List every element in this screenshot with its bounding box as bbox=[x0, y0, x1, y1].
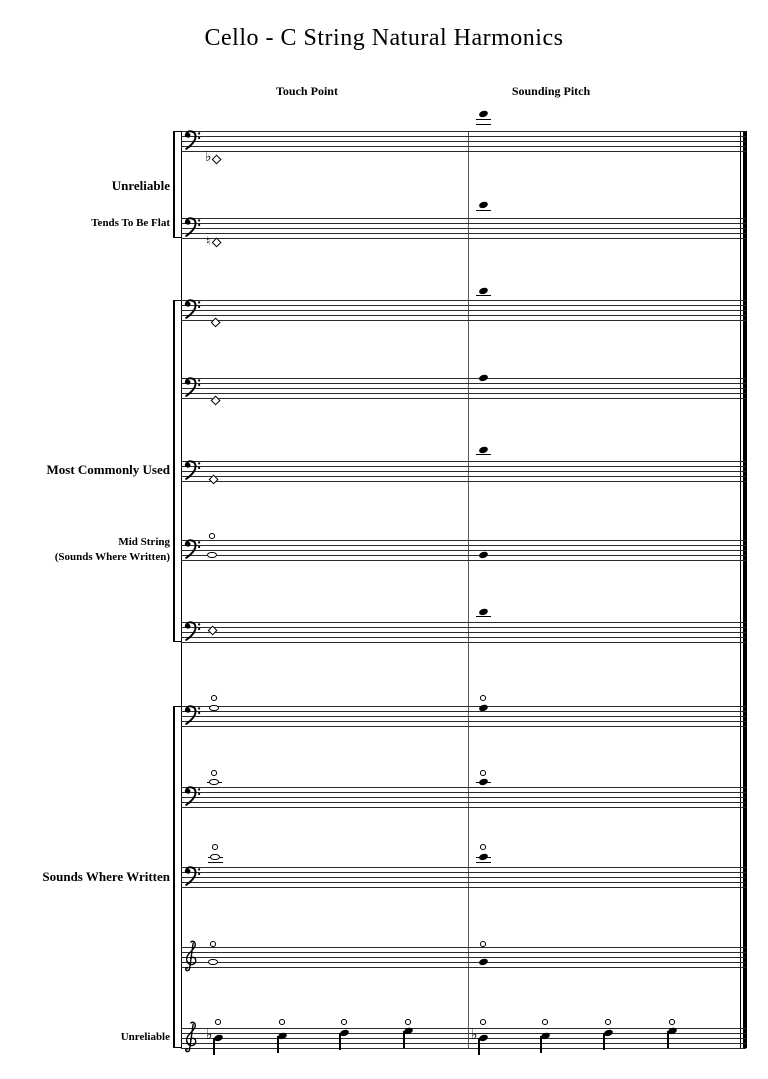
staff-line bbox=[181, 877, 746, 878]
row-label: Tends To Be Flat bbox=[91, 217, 170, 230]
staff-line bbox=[181, 218, 746, 219]
final-barline-thin bbox=[740, 131, 741, 1048]
ledger-line bbox=[476, 119, 491, 120]
ledger-line bbox=[476, 616, 491, 617]
note-stem bbox=[603, 1033, 604, 1050]
staff-line bbox=[181, 151, 746, 152]
row-label: Unreliable bbox=[111, 177, 170, 193]
bass-clef-icon bbox=[184, 377, 201, 403]
staff-line bbox=[181, 711, 746, 712]
column-divider bbox=[468, 131, 469, 1048]
staff-line bbox=[181, 398, 746, 399]
note-head-filled bbox=[478, 201, 488, 209]
note-head-filled bbox=[478, 374, 488, 382]
bass-clef-icon bbox=[184, 299, 201, 325]
accidental-natural-icon: ♮ bbox=[206, 234, 211, 248]
staff-line bbox=[181, 481, 746, 482]
bass-clef-icon bbox=[184, 786, 201, 812]
staff-line bbox=[181, 300, 746, 301]
harmonic-circle-icon bbox=[480, 770, 486, 776]
harmonic-circle-icon bbox=[211, 770, 217, 776]
staff-line bbox=[181, 1038, 746, 1039]
staff-line bbox=[181, 305, 746, 306]
note-head-filled bbox=[478, 287, 488, 295]
treble-clef-icon bbox=[183, 1020, 198, 1058]
harmonic-circle-icon bbox=[480, 844, 486, 850]
bass-clef-icon bbox=[184, 866, 201, 892]
note-stem bbox=[403, 1031, 404, 1048]
accidental-flat-icon: ♭ bbox=[205, 149, 212, 165]
staff-line bbox=[181, 962, 746, 963]
staff-line bbox=[181, 545, 746, 546]
staff-line bbox=[181, 146, 746, 147]
staff-line bbox=[181, 141, 746, 142]
note-stem bbox=[213, 1038, 214, 1055]
staff-line bbox=[181, 1033, 746, 1034]
staff-line bbox=[181, 632, 746, 633]
accidental-flat-icon: ♭ bbox=[471, 1027, 478, 1043]
staff-line bbox=[181, 315, 746, 316]
staff-line bbox=[181, 622, 746, 623]
staff-line bbox=[181, 787, 746, 788]
staff-line bbox=[181, 560, 746, 561]
staff-line bbox=[181, 807, 746, 808]
note-head-filled bbox=[478, 551, 488, 559]
bass-clef-icon bbox=[184, 130, 201, 156]
staff-line bbox=[181, 540, 746, 541]
staff-line bbox=[181, 792, 746, 793]
bass-clef-icon bbox=[184, 621, 201, 647]
column-header-touch-point: Touch Point bbox=[276, 84, 338, 98]
group-bracket bbox=[173, 131, 175, 238]
staff-line bbox=[181, 461, 746, 462]
note-head-whole bbox=[208, 959, 218, 966]
harmonic-circle-icon bbox=[212, 844, 218, 850]
note-stem bbox=[277, 1036, 278, 1053]
accidental-flat-icon: ♭ bbox=[206, 1027, 213, 1043]
staff-line bbox=[181, 637, 746, 638]
bass-clef-icon bbox=[184, 460, 201, 486]
staff-line bbox=[181, 957, 746, 958]
staff-line bbox=[181, 233, 746, 234]
staff-line bbox=[181, 1043, 746, 1044]
staff-line bbox=[181, 228, 746, 229]
harmonic-circle-icon bbox=[542, 1019, 548, 1025]
harmonic-circle-icon bbox=[211, 695, 217, 701]
staff-line bbox=[181, 550, 746, 551]
staff-line bbox=[181, 952, 746, 953]
row-label: Unreliable bbox=[120, 1031, 170, 1044]
harmonic-circle-icon bbox=[480, 1019, 486, 1025]
harmonic-circle-icon bbox=[341, 1019, 347, 1025]
row-label: Mid String bbox=[118, 536, 170, 549]
staff-line bbox=[181, 320, 746, 321]
group-bracket bbox=[173, 300, 175, 642]
staff-line bbox=[181, 721, 746, 722]
harmonic-circle-icon bbox=[215, 1019, 221, 1025]
staff-line bbox=[181, 223, 746, 224]
staff-line bbox=[181, 238, 746, 239]
staff-line bbox=[181, 947, 746, 948]
note-stem bbox=[667, 1031, 668, 1048]
staff-line bbox=[181, 471, 746, 472]
note-head-filled bbox=[478, 958, 488, 966]
staff-line bbox=[181, 388, 746, 389]
staff-line bbox=[181, 867, 746, 868]
system-barline bbox=[181, 131, 182, 1048]
note-head-filled bbox=[478, 853, 488, 861]
note-head-filled bbox=[478, 778, 488, 786]
harmonic-circle-icon bbox=[480, 695, 486, 701]
column-header-sounding-pitch: Sounding Pitch bbox=[511, 84, 591, 98]
staff-line bbox=[181, 887, 746, 888]
staff-line bbox=[181, 802, 746, 803]
note-head-filled bbox=[478, 608, 488, 616]
note-stem bbox=[478, 1038, 479, 1055]
staff-line bbox=[181, 1028, 746, 1029]
harmonic-circle-icon bbox=[279, 1019, 285, 1025]
staff-line bbox=[181, 383, 746, 384]
note-head-diamond bbox=[212, 155, 222, 165]
note-head-whole bbox=[209, 779, 219, 786]
note-head-whole bbox=[210, 854, 220, 861]
bass-clef-icon bbox=[184, 705, 201, 731]
row-label: Sounds Where Written bbox=[42, 868, 170, 884]
staff-line bbox=[181, 726, 746, 727]
harmonic-circle-icon bbox=[405, 1019, 411, 1025]
staff-line bbox=[181, 627, 746, 628]
staff-line bbox=[181, 1048, 746, 1049]
harmonic-circle-icon bbox=[210, 941, 216, 947]
note-head-filled bbox=[478, 446, 488, 454]
final-barline-thick bbox=[743, 131, 747, 1048]
group-bracket bbox=[173, 706, 175, 1048]
harmonic-circle-icon bbox=[605, 1019, 611, 1025]
ledger-line bbox=[476, 862, 491, 863]
staff-line bbox=[181, 136, 746, 137]
harmonic-circle-icon bbox=[480, 941, 486, 947]
note-stem bbox=[540, 1036, 541, 1053]
staff-line bbox=[181, 882, 746, 883]
staff-line bbox=[181, 555, 746, 556]
page-title: Cello - C String Natural Harmonics bbox=[204, 25, 564, 51]
staff-line bbox=[181, 706, 746, 707]
staff-line bbox=[181, 967, 746, 968]
staff-line bbox=[181, 872, 746, 873]
staff-line bbox=[181, 310, 746, 311]
staff-line bbox=[181, 393, 746, 394]
treble-clef-icon bbox=[183, 939, 198, 977]
note-head-whole bbox=[207, 552, 217, 559]
row-label: Most Commonly Used bbox=[46, 461, 170, 477]
note-head-filled bbox=[478, 110, 488, 118]
ledger-line bbox=[476, 295, 491, 296]
note-head-diamond bbox=[212, 238, 222, 248]
harmonic-circle-icon bbox=[209, 533, 215, 539]
staff-line bbox=[181, 131, 746, 132]
ledger-line bbox=[208, 862, 223, 863]
staff-line bbox=[181, 378, 746, 379]
staff-line bbox=[181, 716, 746, 717]
row-label: (Sounds Where Written) bbox=[54, 551, 170, 564]
ledger-line bbox=[476, 210, 491, 211]
staff-line bbox=[181, 476, 746, 477]
ledger-line bbox=[476, 124, 491, 125]
staff-line bbox=[181, 466, 746, 467]
harmonic-circle-icon bbox=[669, 1019, 675, 1025]
staff-line bbox=[181, 642, 746, 643]
staff-line bbox=[181, 797, 746, 798]
ledger-line bbox=[476, 454, 491, 455]
bass-clef-icon bbox=[184, 539, 201, 565]
bass-clef-icon bbox=[184, 217, 201, 243]
note-stem bbox=[339, 1033, 340, 1050]
